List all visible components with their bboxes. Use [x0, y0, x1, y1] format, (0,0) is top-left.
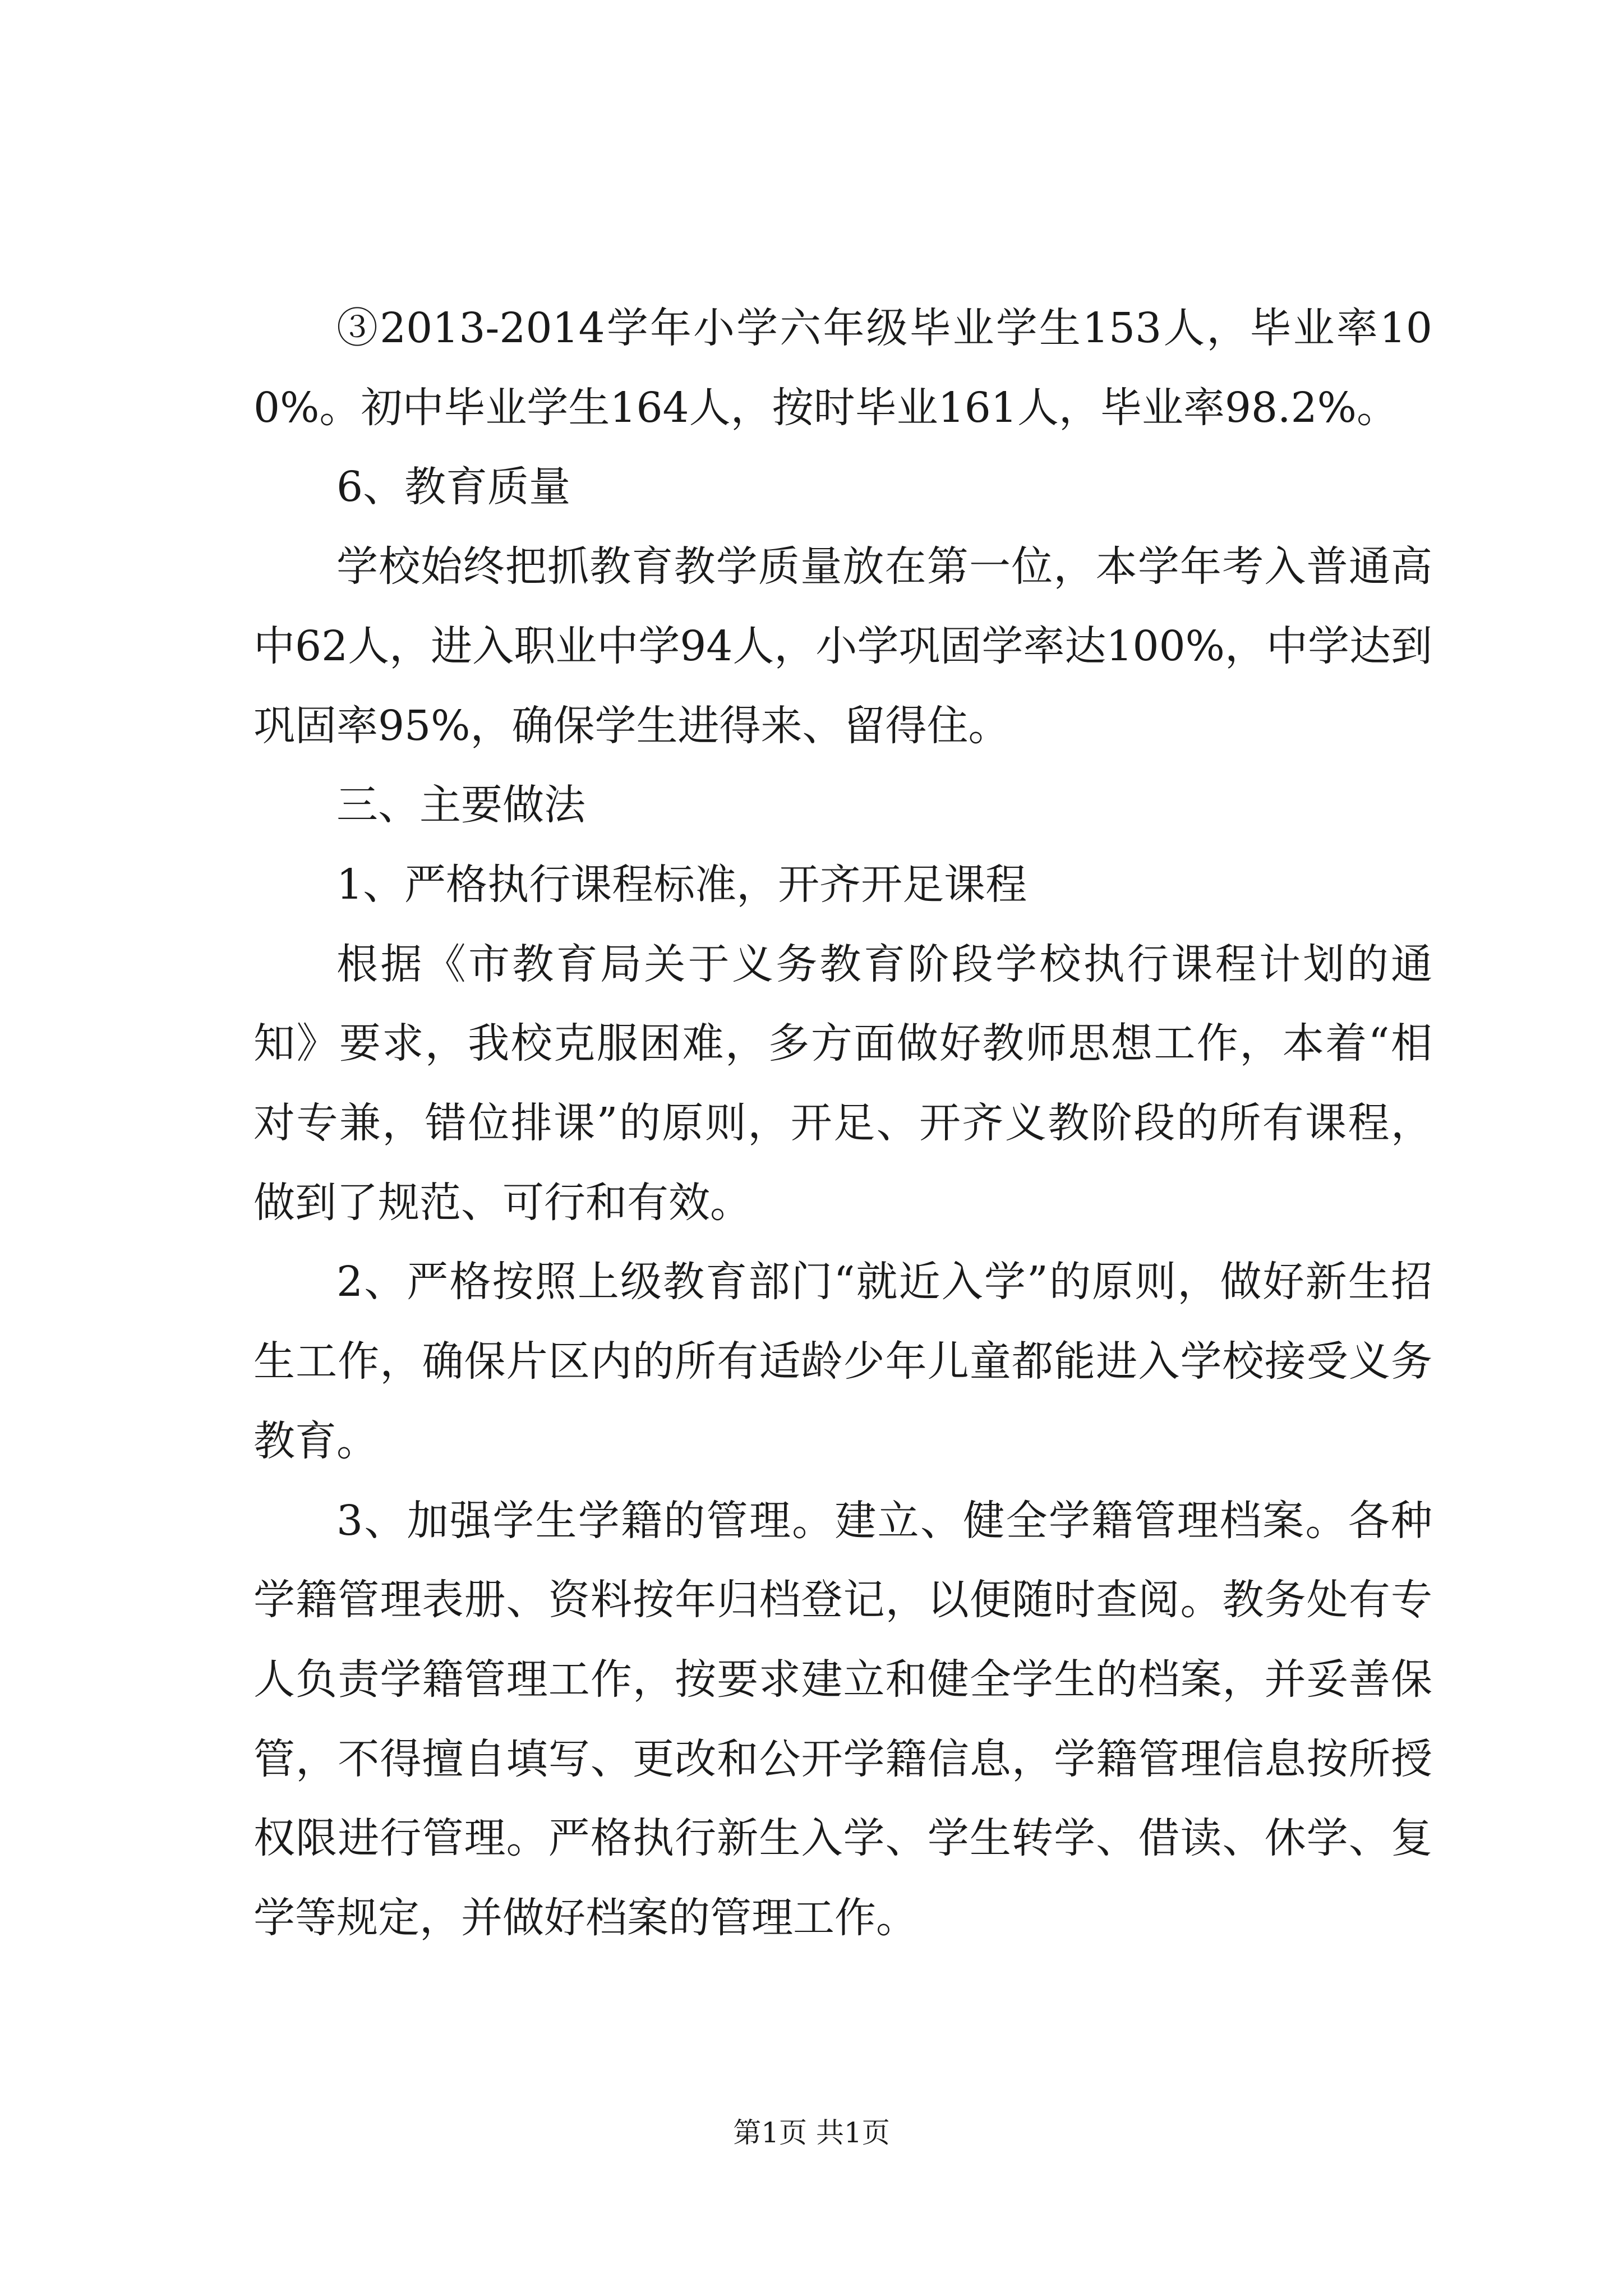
- paragraph-graduation-stats: ③2013-2014学年小学六年级毕业学生153人，毕业率100%。初中毕业学生164人，按时毕业161人，毕业率98.2%。: [253, 304, 1432, 432]
- heading-education-quality: 6、教育质量: [336, 463, 571, 512]
- document-body: [253, 289, 1432, 1958]
- paragraph-enrollment: 2、严格按照上级教育部门“就近入学”的原则，做好新生招生工作，确保片区内的所有适龄少年儿童都能进入学校接受义务教育。: [253, 1258, 1432, 1465]
- paragraph-education-quality: 学校始终把抓教育教学质量放在第一位，本学年考入普通高中62人，进入职业中学94人，小学巩固学率达100%，中学达到巩固率95%，确保学生进得来、留得住。: [253, 542, 1432, 750]
- heading-main-practices: 三、主要做法: [336, 781, 585, 830]
- paragraph-curriculum: 根据《市教育局关于义务教育阶段学校执行课程计划的通知》要求，我校克服困难，多方面做好教师思想工作，本着“相对专兼，错位排课”的原则，开足、开齐义教阶段的所有课程，做到了规范、可行和有效。: [253, 940, 1432, 1227]
- heading-curriculum-standards: 1、严格执行课程标准，开齐开足课程: [336, 860, 1027, 909]
- page-footer: 第1页 共1页: [733, 2116, 890, 2149]
- paragraph-student-records: 3、加强学生学籍的管理。建立、健全学籍管理档案。各种学籍管理表册、资料按年归档登记，以便随时查阅。教务处有专人负责学籍管理工作，按要求建立和健全学生的档案，并妥善保管，不得擅自填写、更改和公开学籍信息，学籍管理信息按所授权限进行管理。严格执行新生入学、学生转学、借读、休学、复学等规定，并做好档案的管理工作。: [253, 1496, 1432, 1943]
